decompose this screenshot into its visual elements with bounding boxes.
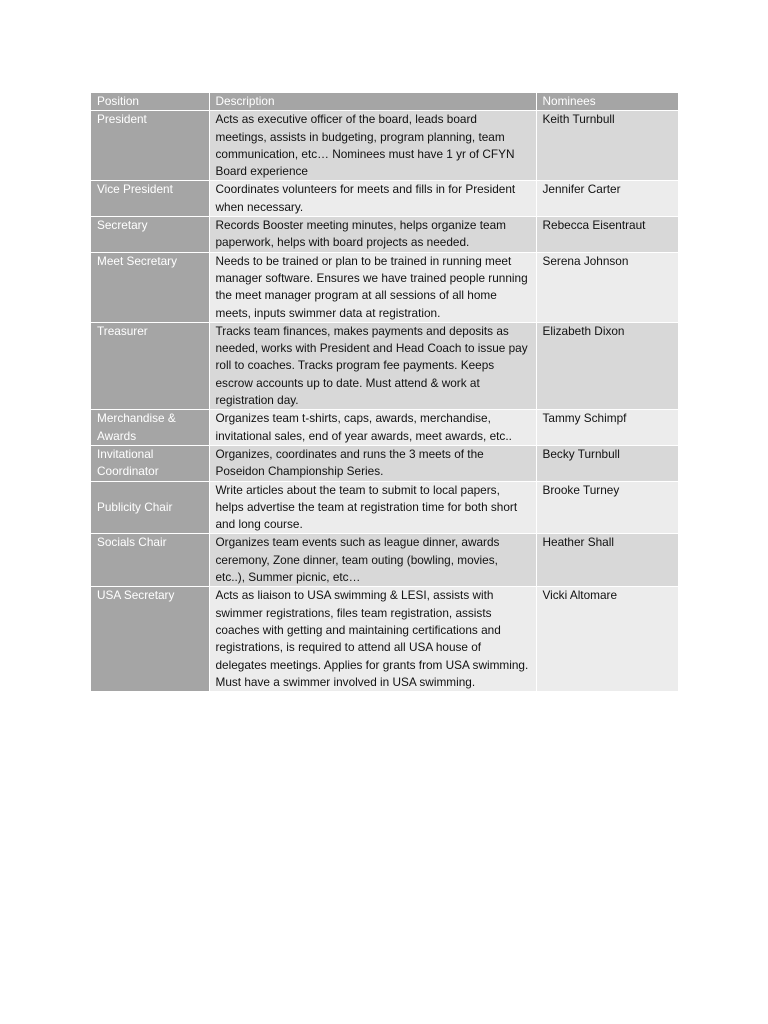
description-cell: Coordinates volunteers for meets and fills in for President when necessary.	[209, 181, 536, 217]
nominee-cell: Brooke Turney	[536, 481, 678, 534]
description-cell: Acts as liaison to USA swimming & LESI, assists with swimmer registrations, files team registration, assists coaches with getting and maintaining certifications and registrations, is required to attend all USA house of delegates meetings. Applies for grants from USA swimming. Must have a swimmer involved in USA swimming.	[209, 587, 536, 692]
description-cell: Organizes, coordinates and runs the 3 meets of the Poseidon Championship Series.	[209, 445, 536, 481]
position-cell: Invitational Coordinator	[91, 445, 209, 481]
nominee-cell: Keith Turnbull	[536, 111, 678, 181]
nominee-cell: Rebecca Eisentraut	[536, 217, 678, 253]
table-row	[91, 111, 678, 181]
nominee-cell: Serena Johnson	[536, 252, 678, 322]
description-cell: Write articles about the team to submit to local papers, helps advertise the team at registration time for both short and long course.	[209, 481, 536, 534]
description-cell: Acts as executive officer of the board, leads board meetings, assists in budgeting, program planning, team communication, etc… Nominees must have 1 yr of CFYN Board experience	[209, 111, 536, 181]
description-cell: Organizes team events such as league dinner, awards ceremony, Zone dinner, team outing (bowling, movies, etc..), Summer picnic, etc…	[209, 534, 536, 587]
nominee-cell: Becky Turnbull	[536, 445, 678, 481]
nominee-cell: Tammy Schimpf	[536, 410, 678, 446]
position-cell: Socials Chair	[91, 534, 209, 587]
header-nominees: Nominees	[536, 93, 678, 111]
table-row	[91, 217, 678, 253]
position-cell: President	[91, 111, 209, 181]
position-cell: Vice President	[91, 181, 209, 217]
header-position: Position	[91, 93, 209, 111]
header-description: Description	[209, 93, 536, 111]
position-cell: Secretary	[91, 217, 209, 253]
board-positions-table	[91, 93, 678, 692]
nominee-cell: Jennifer Carter	[536, 181, 678, 217]
nominee-cell: Elizabeth Dixon	[536, 322, 678, 409]
description-cell: Organizes team t-shirts, caps, awards, merchandise, invitational sales, end of year awards, meet awards, etc..	[209, 410, 536, 446]
table-row	[91, 445, 678, 481]
nominee-cell: Heather Shall	[536, 534, 678, 587]
document-page	[91, 93, 678, 692]
table-row	[91, 410, 678, 446]
description-cell: Records Booster meeting minutes, helps organize team paperwork, helps with board projects as needed.	[209, 217, 536, 253]
position-cell: Merchandise & Awards	[91, 410, 209, 446]
description-cell: Tracks team finances, makes payments and deposits as needed, works with President and Head Coach to issue pay roll to coaches. Tracks program fee payments. Keeps escrow accounts up to date. Must attend & work at registration day.	[209, 322, 536, 409]
table-header-row	[91, 93, 678, 111]
table-row	[91, 481, 678, 534]
table-row	[91, 322, 678, 409]
position-cell: Treasurer	[91, 322, 209, 409]
table-row	[91, 534, 678, 587]
nominee-cell: Vicki Altomare	[536, 587, 678, 692]
table-row	[91, 252, 678, 322]
description-cell: Needs to be trained or plan to be trained in running meet manager software. Ensures we have trained people running the meet manager program at all sessions of all home meets, inputs swimmer data at registration.	[209, 252, 536, 322]
table-row	[91, 181, 678, 217]
position-cell: Meet Secretary	[91, 252, 209, 322]
table-row	[91, 587, 678, 692]
position-cell: Publicity Chair	[91, 481, 209, 534]
position-cell: USA Secretary	[91, 587, 209, 692]
